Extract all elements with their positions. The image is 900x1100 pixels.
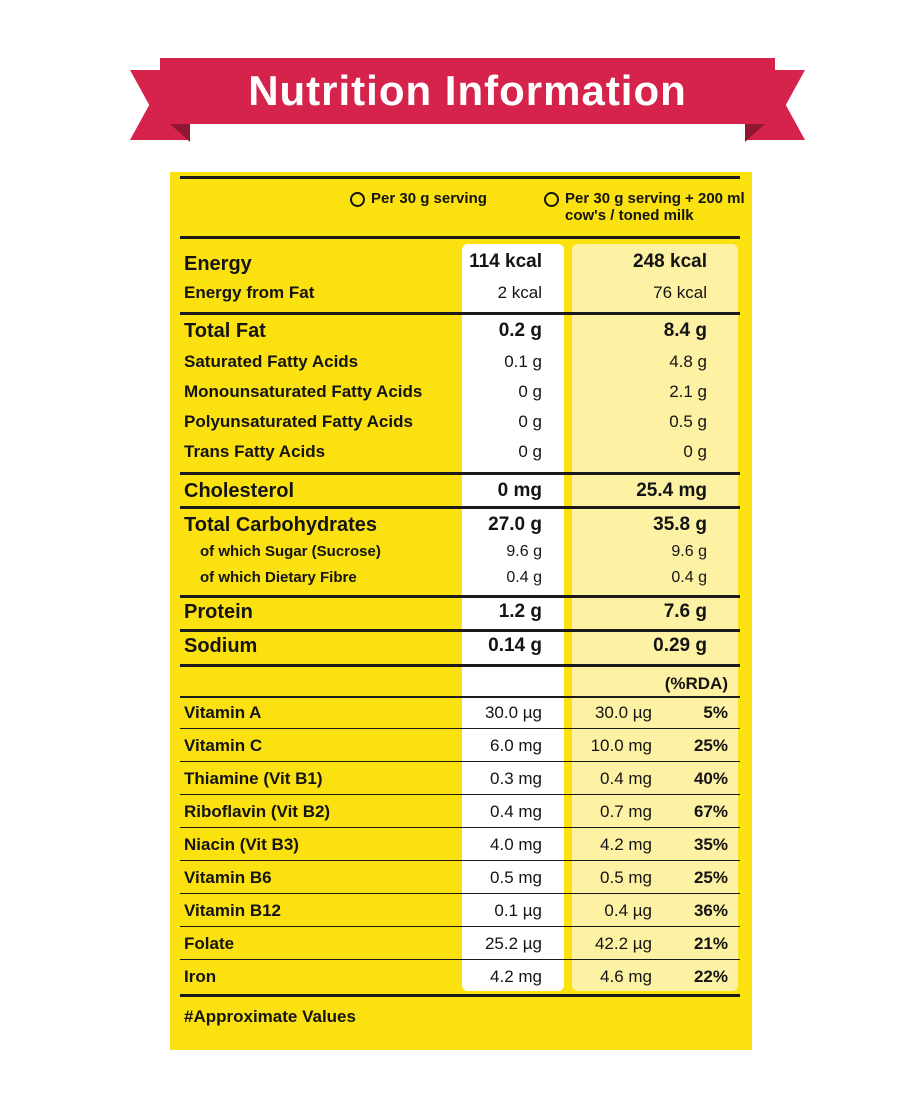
fat-row-label: Saturated Fatty Acids xyxy=(184,352,359,371)
vitamin-value-2: 30.0 µg xyxy=(594,703,652,722)
carbs-sub-label: of which Dietary Fibre xyxy=(200,569,357,586)
vitamin-rda: 25% xyxy=(693,736,728,755)
fat-row-label: Polyunsaturated Fatty Acids xyxy=(184,412,413,431)
vitamin-rda: 5% xyxy=(703,703,728,722)
carbs-value-2: 35.8 g xyxy=(653,514,707,535)
vitamin-rda: 22% xyxy=(693,967,728,986)
vitamin-label: Thiamine (Vit B1) xyxy=(184,769,323,788)
vitamin-rda: 36% xyxy=(693,901,728,920)
fat-row-value-1: 0 g xyxy=(518,442,542,461)
fat-row-value-1: 0.1 g xyxy=(504,352,542,371)
fat-row-value-2: 0.5 g xyxy=(669,412,707,431)
vitamin-label: Vitamin C xyxy=(184,736,263,755)
vitamin-value-1: 0.1 µg xyxy=(494,901,542,920)
cholesterol-label: Cholesterol xyxy=(184,480,295,502)
footnote: #Approximate Values xyxy=(184,1007,356,1026)
top-rule xyxy=(180,176,740,179)
vitamin-value-1: 30.0 µg xyxy=(484,703,542,722)
bottom-rule xyxy=(180,994,740,997)
vitamin-label: Vitamin A xyxy=(184,703,262,722)
nutrition-panel xyxy=(170,172,752,1050)
vitamin-value-2: 42.2 µg xyxy=(594,934,652,953)
col2-header-line1: Per 30 g serving + 200 ml xyxy=(565,190,745,207)
vitamin-value-2: 0.4 µg xyxy=(604,901,652,920)
energy-value-1: 114 kcal xyxy=(469,251,542,272)
vitamin-value-2: 4.6 mg xyxy=(600,967,652,986)
vitamin-label: Vitamin B12 xyxy=(184,901,282,920)
title-banner xyxy=(130,58,805,148)
vitamin-label: Riboflavin (Vit B2) xyxy=(184,802,331,821)
fat-row-label: Trans Fatty Acids xyxy=(184,442,326,461)
energy-value-2: 248 kcal xyxy=(633,251,707,272)
radio-circle-icon xyxy=(350,192,365,207)
row-rule xyxy=(180,472,740,475)
protein-value-1: 1.2 g xyxy=(498,601,542,622)
vitamin-rda: 67% xyxy=(693,802,728,821)
row-rule xyxy=(180,696,740,698)
vitamin-value-1: 6.0 mg xyxy=(490,736,542,755)
vitamin-rda: 40% xyxy=(693,769,728,788)
row-rule xyxy=(180,506,740,509)
fat-row-value-2: 2.1 g xyxy=(669,382,707,401)
carbs-sub-label: of which Sugar (Sucrose) xyxy=(200,543,381,560)
carbs-sub-value-2: 0.4 g xyxy=(671,569,707,586)
row-rule xyxy=(180,827,740,828)
protein-value-2: 7.6 g xyxy=(663,601,707,622)
row-rule xyxy=(180,312,740,315)
fat-row-value-2: 4.8 g xyxy=(669,352,707,371)
vitamin-value-1: 0.5 mg xyxy=(490,868,542,887)
col1-header xyxy=(350,190,487,207)
fat-row-label: Monounsaturated Fatty Acids xyxy=(184,382,423,401)
vitamin-label: Niacin (Vit B3) xyxy=(184,835,299,854)
rda-header: (%RDA) xyxy=(664,674,728,693)
energy-fat-value-1: 2 kcal xyxy=(497,283,542,302)
header-rule xyxy=(180,236,740,239)
vitamin-label: Iron xyxy=(184,967,217,986)
vitamin-rda: 25% xyxy=(693,868,728,887)
col2-header-line2: cow's / toned milk xyxy=(565,207,694,224)
cholesterol-value-2: 25.4 mg xyxy=(636,480,707,501)
row-rule xyxy=(180,595,740,598)
vitamin-rda: 35% xyxy=(693,835,728,854)
carbs-sub-value-1: 0.4 g xyxy=(506,569,542,586)
cholesterol-value-1: 0 mg xyxy=(497,480,542,501)
col1-header-label: Per 30 g serving xyxy=(371,190,487,207)
vitamin-value-2: 0.5 mg xyxy=(600,868,652,887)
fat-row-value-2: 0 g xyxy=(683,442,707,461)
vitamin-value-2: 0.7 mg xyxy=(600,802,652,821)
row-rule xyxy=(180,926,740,927)
banner-body xyxy=(160,58,775,124)
energy-fat-label: Energy from Fat xyxy=(184,283,315,302)
fat-row-value-1: 0 g xyxy=(518,412,542,431)
carbs-value-1: 27.0 g xyxy=(488,514,542,535)
col2-header xyxy=(544,190,745,224)
vitamin-rda: 21% xyxy=(693,934,728,953)
vitamin-value-1: 0.3 mg xyxy=(490,769,542,788)
vitamin-value-1: 25.2 µg xyxy=(484,934,542,953)
row-rule xyxy=(180,629,740,632)
radio-circle-icon xyxy=(544,192,559,207)
fat-row-value-1: 0 g xyxy=(518,382,542,401)
carbs-sub-value-2: 9.6 g xyxy=(671,543,707,560)
vitamin-label: Folate xyxy=(184,934,235,953)
row-rule xyxy=(180,761,740,762)
row-rule xyxy=(180,893,740,894)
vitamin-value-2: 10.0 mg xyxy=(590,736,652,755)
sodium-label: Sodium xyxy=(184,635,258,657)
row-rule xyxy=(180,664,740,667)
total-fat-label: Total Fat xyxy=(184,320,266,342)
protein-label: Protein xyxy=(184,601,253,623)
row-rule xyxy=(180,860,740,861)
vitamin-value-2: 4.2 mg xyxy=(600,835,652,854)
row-rule xyxy=(180,794,740,795)
row-rule xyxy=(180,728,740,729)
page-title: Nutrition Information xyxy=(248,67,687,114)
total-fat-value-1: 0.2 g xyxy=(498,320,542,341)
col2-header-label xyxy=(565,190,745,224)
vitamin-label: Vitamin B6 xyxy=(184,868,272,887)
vitamin-value-1: 0.4 mg xyxy=(490,802,542,821)
carbs-sub-value-1: 9.6 g xyxy=(506,543,542,560)
energy-label: Energy xyxy=(184,253,252,275)
row-rule xyxy=(180,959,740,960)
energy-fat-value-2: 76 kcal xyxy=(653,283,707,302)
vitamin-value-2: 0.4 mg xyxy=(600,769,652,788)
carbs-label: Total Carbohydrates xyxy=(184,514,377,536)
sodium-value-1: 0.14 g xyxy=(488,635,542,656)
vitamin-value-1: 4.0 mg xyxy=(490,835,542,854)
vitamin-value-1: 4.2 mg xyxy=(490,967,542,986)
sodium-value-2: 0.29 g xyxy=(653,635,707,656)
total-fat-value-2: 8.4 g xyxy=(663,320,707,341)
